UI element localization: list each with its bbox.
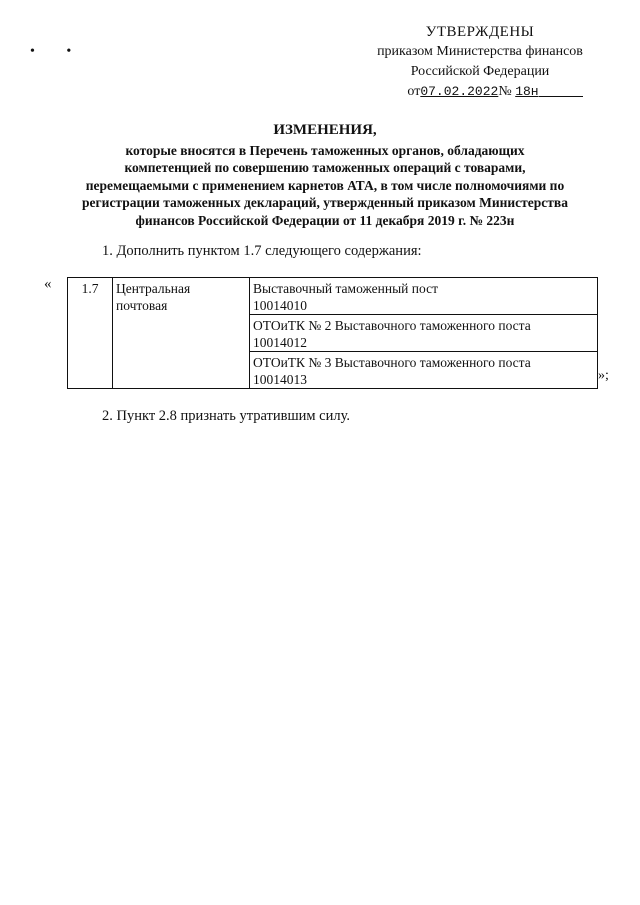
post-name: ОТОиТК № 3 Выставочного таможенного поста: [253, 355, 531, 370]
type-line: Центральная: [116, 281, 191, 296]
item-1: 1. Дополнить пунктом 1.7 следующего содержания:: [102, 243, 422, 259]
customs-table: [67, 277, 598, 389]
heading-title: ИЗМЕНЕНИЯ,: [273, 122, 377, 138]
item-2: 2. Пункт 2.8 признать утратившим силу.: [102, 408, 351, 424]
order-number: 18н: [515, 84, 539, 99]
post-code: 10014010: [253, 298, 307, 313]
approval-date-line: [380, 82, 610, 102]
scan-marks: • •: [30, 44, 86, 59]
type-line: почтовая: [116, 298, 168, 313]
approval-line-1: приказом Министерства финансов: [377, 44, 583, 59]
order-date: 07.02.2022: [420, 84, 499, 99]
heading-line: перемещаемыми с применением карнетов АТА, в том числе полномочиями по: [85, 177, 565, 193]
number-prefix: №: [498, 84, 512, 99]
post-code: 10014012: [253, 335, 307, 350]
heading-line: регистрации таможенных деклараций, утвержденный приказом Министерства: [82, 195, 568, 210]
approval-line-2: Российской Федерации: [410, 64, 550, 79]
cell-post: [250, 278, 598, 315]
underline-blank: [539, 96, 583, 97]
heading-line: компетенцией по совершению таможенных операций с товарами,: [124, 160, 526, 175]
heading-line: которые вносятся в Перечень таможенных органов, обладающих: [125, 142, 525, 158]
cell-type: [113, 278, 250, 389]
quote-close: »;: [598, 368, 609, 383]
heading-line: финансов Российской Федерации от 11 декабря 2019 г. № 223н: [135, 212, 515, 228]
document-heading: [60, 122, 590, 229]
post-name: ОТОиТК № 2 Выставочного таможенного поста: [253, 318, 531, 333]
table-row: [68, 278, 598, 315]
cell-post: [250, 315, 598, 352]
post-code: 10014013: [253, 372, 307, 387]
cell-number: 1.7: [68, 278, 113, 389]
date-prefix: от: [407, 84, 421, 99]
cell-post: [250, 352, 598, 389]
quote-open: «: [44, 276, 52, 292]
approval-stamp: [350, 22, 610, 102]
approval-title: УТВЕРЖДЕНЫ: [425, 24, 535, 40]
post-name: Выставочный таможенный пост: [253, 281, 438, 296]
